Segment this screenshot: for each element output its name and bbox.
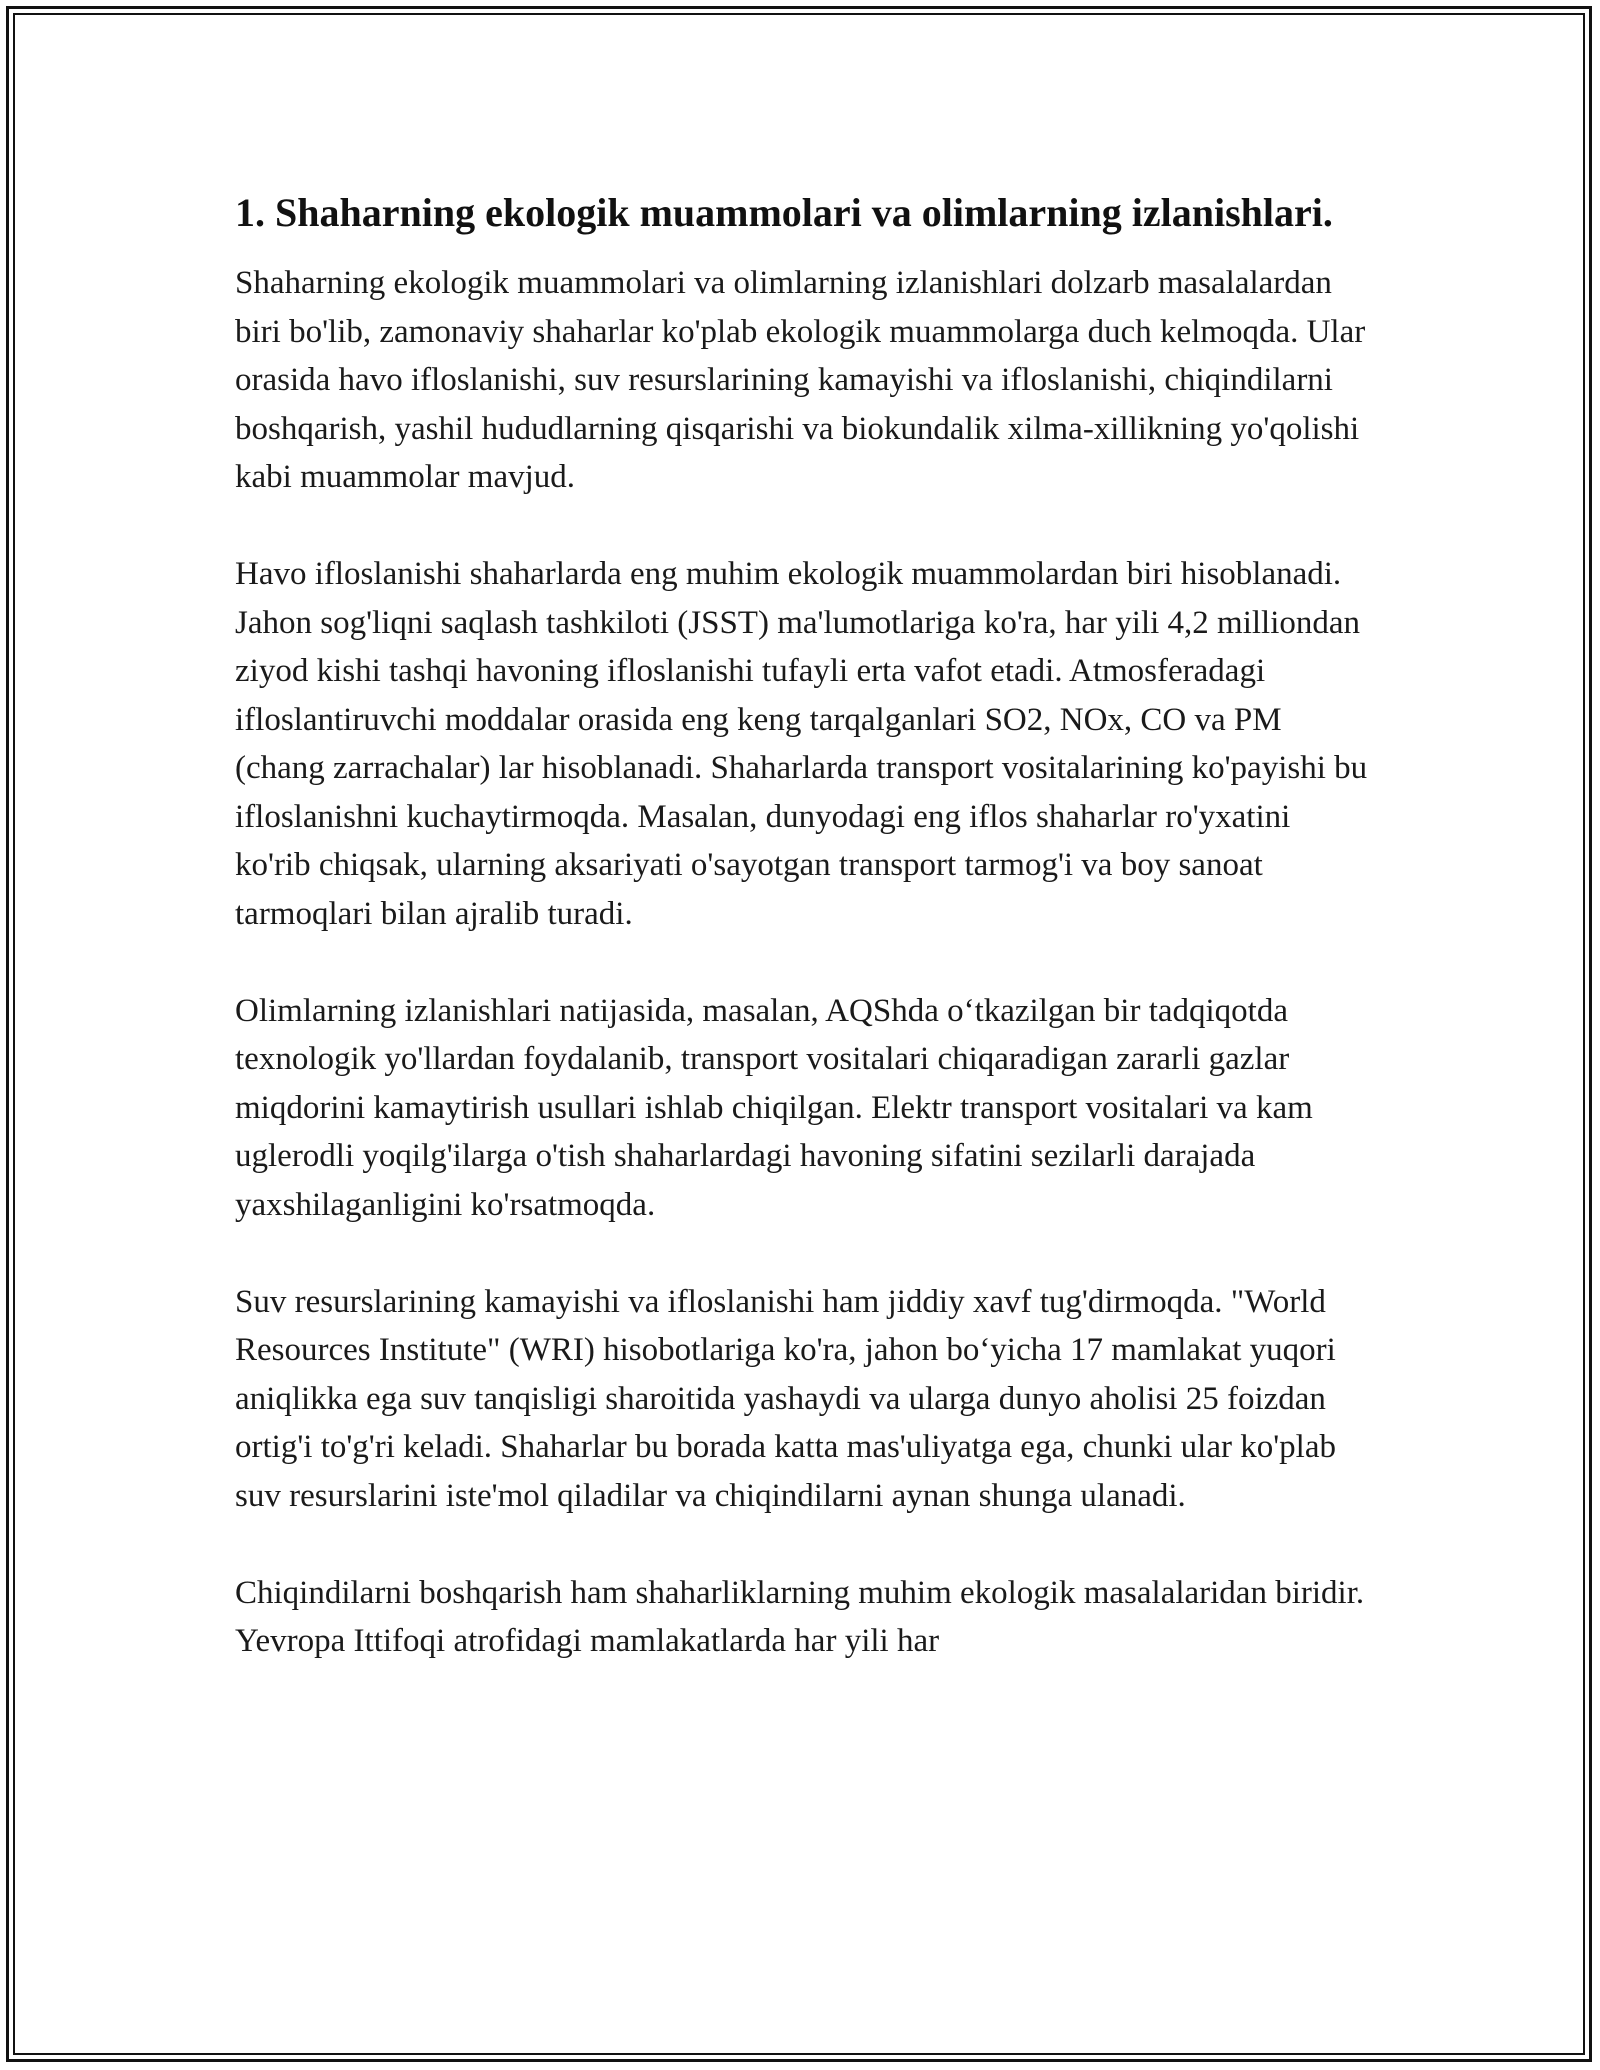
paragraph-intro: Shaharning ekologik muammolari va olimlarning izlanishlari dolzarb masalalardan biri bo'lib, zamonaviy shaharlar ko'plab ekologik muammolarga duch kelmoqda. Ular orasida havo ifloslanishi, suv resurslarining kamayishi va ifloslanishi, chiqindilarni boshqarish, yashil hududlarning qisqarishi va biokundalik xilma-xillikning yo'qolishi kabi muammolar mavjud. xyxy=(235,265,1366,495)
paragraph-research: Olimlarning izlanishlari natijasida, masalan, AQShda o‘tkazilgan bir tadqiqotda texnologik yo'llardan foydalanib, transport vositalari chiqaradigan zararli gazlar miqdorini kamaytirish usullari ishlab chiqilgan. Elektr transport vositalari va kam uglerodli yoqilg'ilarga o'tish shaharlardagi havoning sifatini sezilarli darajada yaxshilaganligini ko'rsatmoqda. xyxy=(235,992,1313,1223)
paragraph-waste-management: Chiqindilarni boshqarish ham shaharliklarning muhim ekologik masalalaridan biridir. Yevropa Ittifoqi atrofidagi mamlakatlarda har yili har xyxy=(235,1574,1365,1659)
paragraph-air-pollution: Havo ifloslanishi shaharlarda eng muhim ekologik muammolardan biri hisoblanadi. Jahon sog'liqni saqlash tashkiloti (JSST) ma'lumotlariga ko'ra, har yili 4,2 milliondan ziyod kishi tashqi havoning ifloslanishi tufayli erta vafot etadi. Atmosferadagi ifloslantiruvchi moddalar orasida eng keng tarqalganlari SO2, NOx, CO va PM (chang zarrachalar) lar hisoblanadi. Shaharlarda transport vositalarining ko'payishi bu ifloslanishni kuchaytirmoqda. Masalan, dunyodagi eng iflos shaharlar ro'yxatini ko'rib chiqsak, ularning aksariyati o'sayotgan transport tarmog'i va boy sanoat tarmoqlari bilan ajralib turadi. xyxy=(235,556,1368,932)
paragraph-water-resources: Suv resurslarining kamayishi va ifloslanishi ham jiddiy xavf tug'dirmoqda. "World Resources Institute" (WRI) hisobotlariga ko'ra, jahon bo‘yicha 17 mamlakat yuqori aniqlikka ega suv tanqisligi sharoitida yashaydi va ularga dunyo aholisi 25 foizdan ortig'i to'g'ri keladi. Shaharlar bu borada katta mas'uliyatga ega, chunki ular ko'plab suv resurslarini iste'mol qiladilar va chiqindilarni aynan shunga ulanadi. xyxy=(235,1283,1336,1514)
document-body xyxy=(235,185,1370,1714)
section-heading: 1. Shaharning ekologik muammolari va olimlarning izlanishlari. xyxy=(235,190,1333,235)
